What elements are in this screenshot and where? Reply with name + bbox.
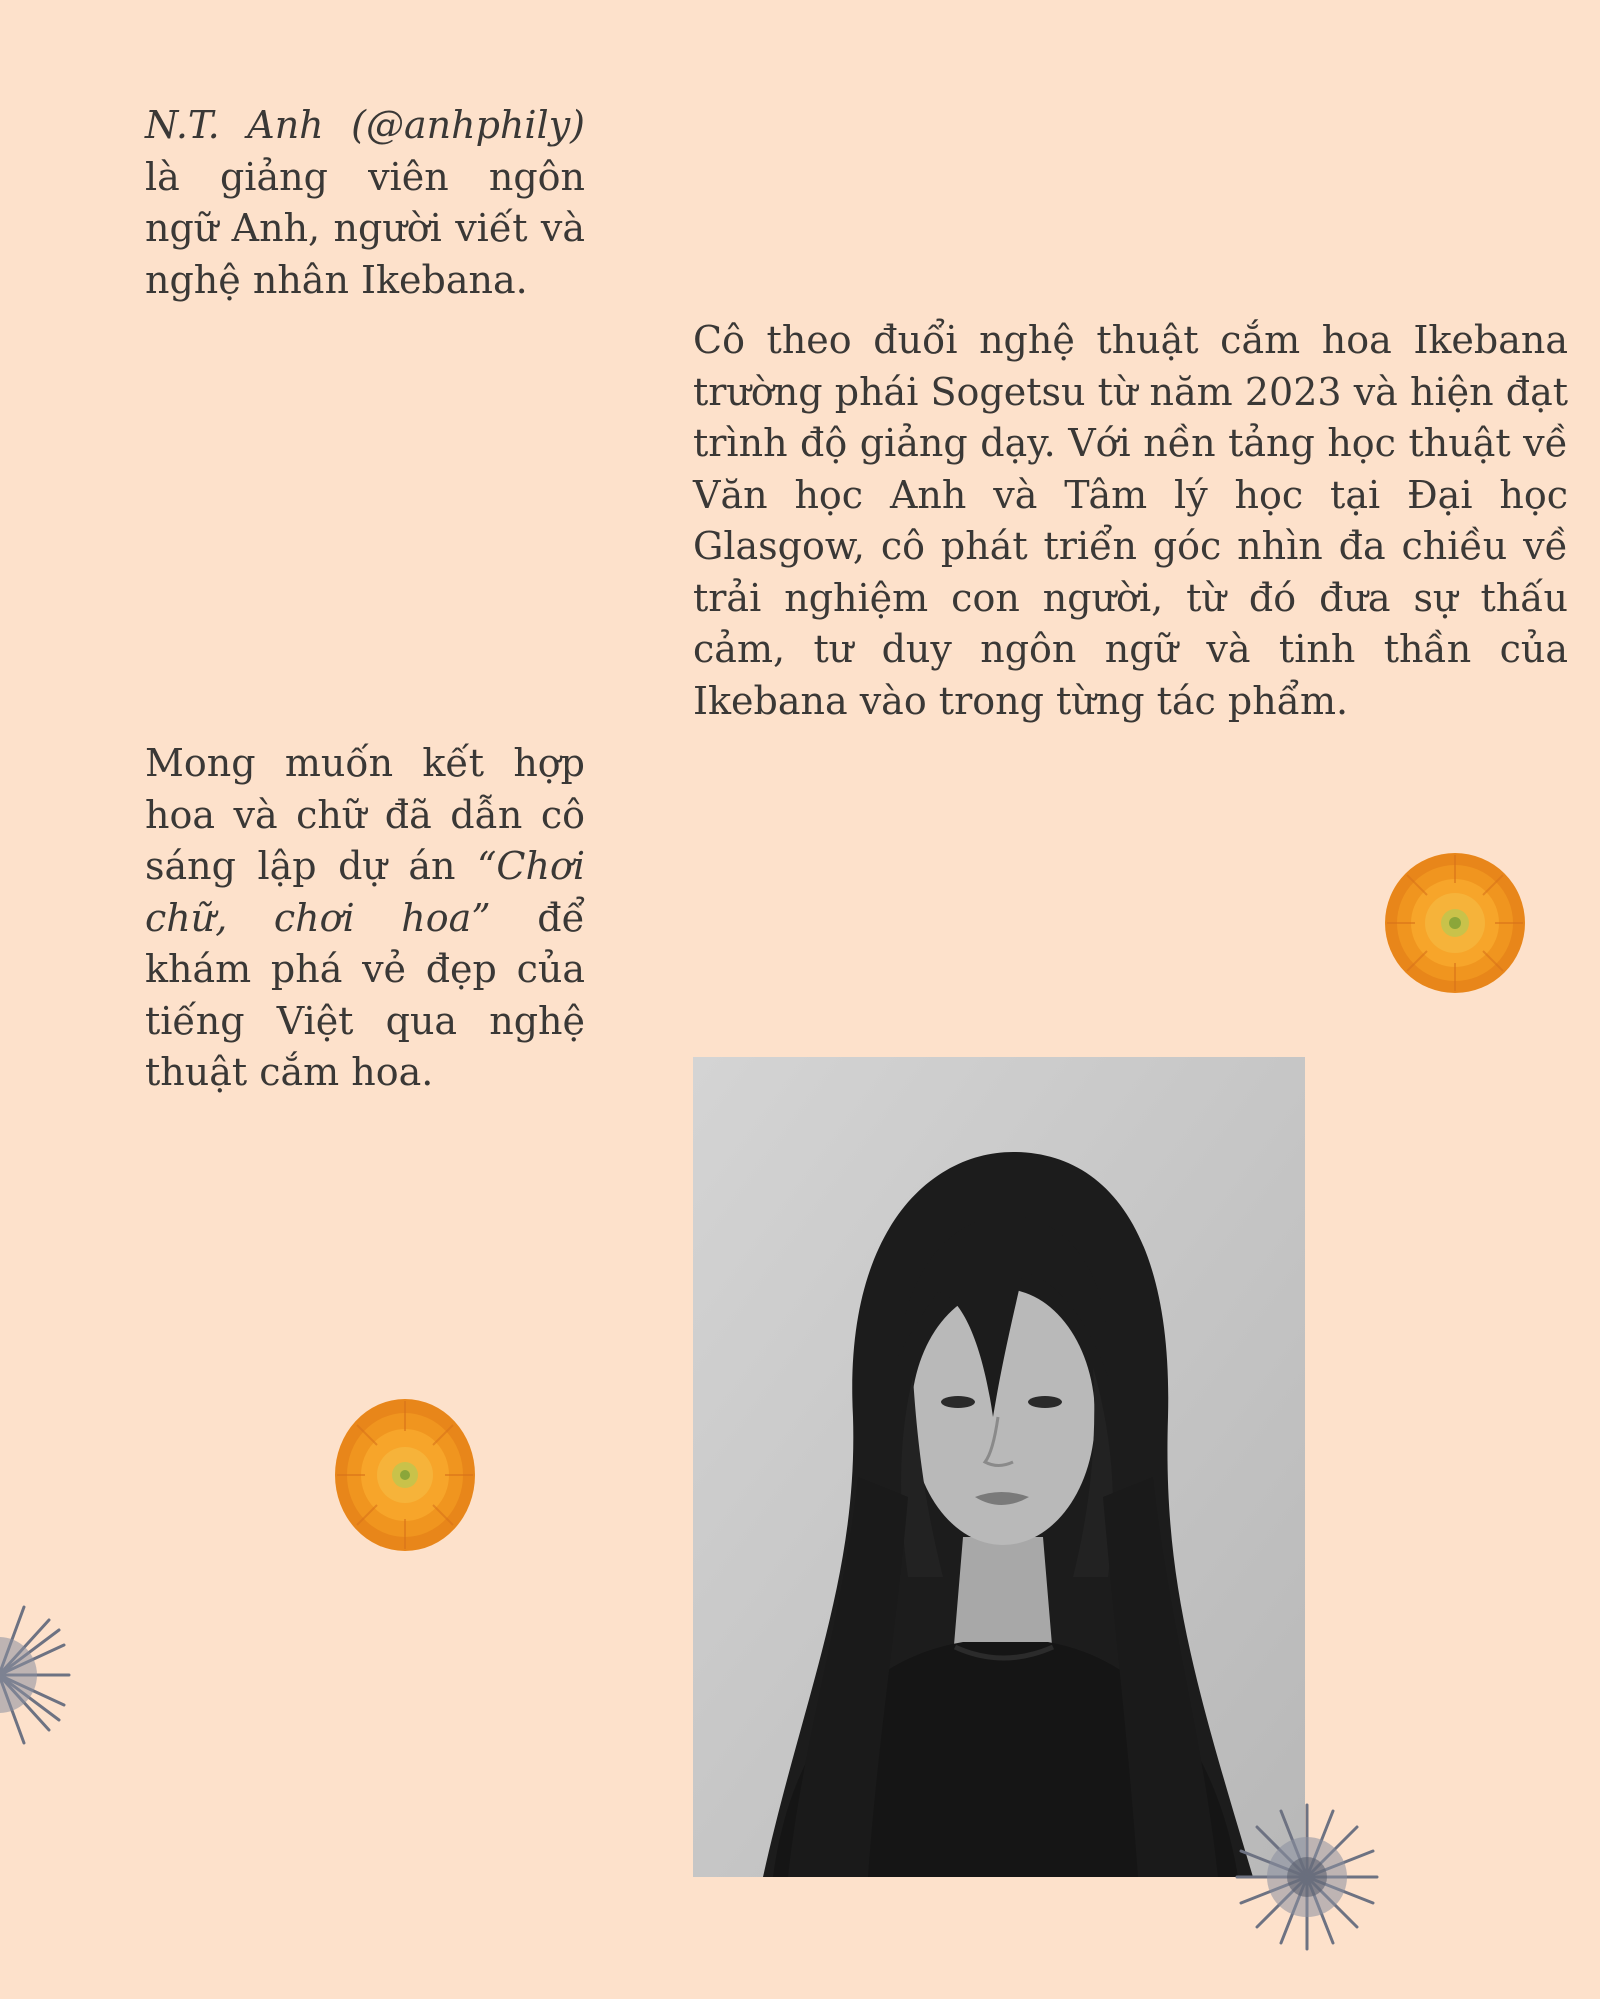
intro-text: là giảng viên ngôn ngữ Anh, người viết và nghệ nhân Ikebana. (145, 154, 585, 302)
author-handle: (@anhphily) (351, 103, 585, 147)
gerbera-flower-icon (1380, 848, 1530, 998)
globe-thistle-icon (0, 1600, 74, 1750)
portrait-photo (693, 1057, 1305, 1877)
project-text-after: để khám phá vẻ đẹp của tiếng Việt qua nghệ thuật cắm hoa. (145, 895, 585, 1094)
globe-thistle-icon (1232, 1800, 1382, 1955)
project-paragraph (145, 738, 585, 1099)
gerbera-flower-icon (330, 1395, 480, 1555)
bio-paragraph: Cô theo đuổi nghệ thuật cắm hoa Ikebana trường phái Sogetsu từ năm 2023 và hiện đạt trình độ giảng dạy. Với nền tảng học thuật về Văn học Anh và Tâm lý học tại Đại học Glasgow, cô phát triển góc nhìn đa chiều về trải nghiệm con người, từ đó đưa sự thấu cảm, tư duy ngôn ngữ và tinh thần của Ikebana vào trong từng tác phẩm. (693, 318, 1568, 723)
project-name: “Chơi chữ, chơi hoa” (145, 844, 585, 940)
intro-paragraph (145, 100, 585, 306)
project-text-before: Mong muốn kết hợp hoa và chữ đã dẫn cô sáng lập dự án (145, 741, 585, 888)
author-name: N.T. Anh (145, 103, 324, 147)
